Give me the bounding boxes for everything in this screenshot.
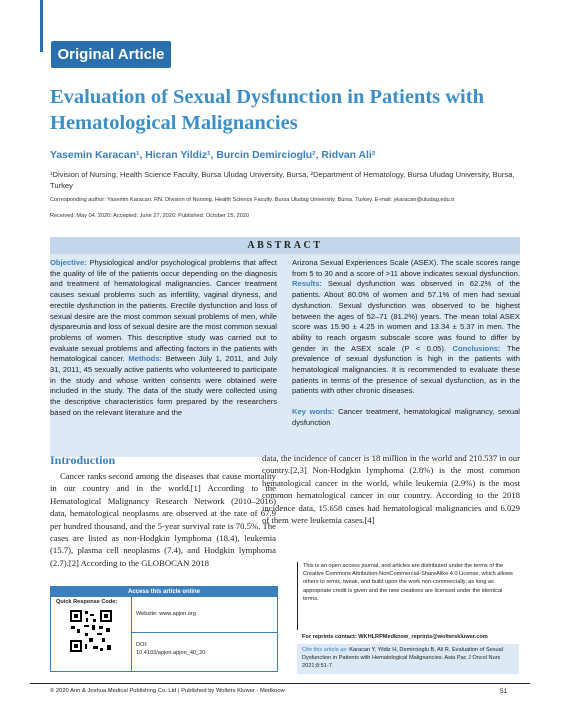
article-type-tag: Original Article [51, 41, 171, 68]
website-link[interactable]: Website: www.apjon.org [136, 611, 196, 617]
introduction-column-1: Cancer ranks second among the diseases that cause mortality in our country and in the world.[1] According to the Hematological Malignancy Research Network (2010–2016) data, hematological neoplasms are observed at the rate of 67.9 per hundred thousand, and the 5-year survival rate is 70.5%. The cases are listed as non-Hodgkin lymphoma (18.4), leukemia (15.7), plasma cell neoplasms (7.4), and Hodgkin lymphoma (2.7).[2] According to the GLOBOCAN 2018 [50, 471, 276, 568]
access-heading: Access this article online [51, 587, 277, 597]
article-title: Evaluation of Sexual Dysfunction in Patients with Hematological Malignancies [50, 86, 484, 134]
website-row [131, 597, 277, 633]
qr-code-icon[interactable] [69, 609, 113, 653]
objective-text: Physiological and/or psychological problems that affect the quality of life of the patients occur depending on the diagnosis and treatment of hematological malignancies. Cancer treatment causes sexual problems such as infertility, vaginal dryness, and erectile dysfunction in the patients. Erectile dysfunction and loss of sexual desire are the most common sexual problems of men, while dyspareunia and loss of sexual desire are the most common sexual problems of women. This descriptive study was carried out to evaluate sexual problems and affecting factors in the patients with hematological cancer. [50, 258, 277, 364]
affiliations: ¹Division of Nursing, Health Science Faculty, Bursa Uludag University, Bursa, ²Department of Hematology, Bursa Uludag University, Bursa, Turkey [50, 170, 515, 190]
citation-box [297, 644, 519, 674]
keywords-text: Cancer treatment, hematological malignancy, sexual dysfunction [292, 407, 520, 427]
open-access-notice: This is an open access journal, and articles are distributed under the terms of the Creative Commons Attribution-NonCommercial-ShareAlike 4.0 License, which allows others to remix, tweak, and build upon the work non-commercially, as long as appropriate credit is given and the new creations are licensed under the identical terms. [297, 562, 519, 630]
footer-copyright: © 2020 Ann & Joshua Medical Publishing Co. Ltd | Published by Wolters Kluwer - Medknow [50, 688, 285, 694]
methods-label: Methods: [128, 354, 163, 364]
doi-label: DOI: [136, 642, 148, 648]
doi-row [131, 633, 277, 671]
abstract-heading: ABSTRACT [50, 237, 520, 254]
author-list: Yasemin Karacan¹, Hicran Yildiz¹, Burcin Demircioglu², Ridvan Ali² [50, 150, 376, 161]
footer-divider [30, 683, 530, 684]
introduction-heading: Introduction [50, 453, 116, 467]
abstract-column-2 [292, 258, 520, 429]
conclusions-text: The prevalence of sexual dysfunction is high in the patients with hematological malignancies. It is recommended to evaluate these patients in terms of the presence of sexual dysfunction, as in the patients with other chronic diseases. [292, 343, 520, 396]
conclusions-label: Conclusions: [452, 343, 501, 353]
accent-rule [40, 0, 43, 52]
cite-label: Cite this article as: [302, 647, 348, 653]
objective-label: Objective: [50, 258, 87, 267]
keywords-label: Key words: [292, 407, 335, 417]
qr-label: Quick Response Code: [56, 599, 118, 605]
introduction-column-2: data, the incidence of cancer is 18 million in the world and 210.537 in our country.[2,3] Non-Hodgkin lymphoma (2.8%) is the most common hematological cancer in the world, while leukemia (2.9%) is the most common hematological cancer in our country. According to the 2018 incidence data, 15.658 cases had hematological malignancies and 6.029 of them were leukemia cases.[4] [262, 453, 520, 526]
results-label: Results: [292, 279, 322, 289]
page-number: 51 [500, 688, 508, 695]
access-box [50, 586, 278, 672]
qr-cell [51, 597, 132, 671]
corresponding-author: Corresponding author: Yasemin Karacan. RN. Division of Nursing. Health Science Faculty. Bursa Uludag University. Bursa. Turkey. E-mail: ykaracan@uludag.edu.tr [50, 197, 455, 203]
abstract-col2-text: Arizona Sexual Experiences Scale (ASEX). The scale scores range from 5 to 30 and a score of >11 above indicates sexual dysfunction. [292, 258, 520, 278]
abstract-column-1 [50, 258, 277, 419]
reprints-contact: For reprints contact: WKHLRPMedknow_reprints@wolterskluwer.com [302, 634, 488, 640]
cite-text: Karacan Y, Yildiz H, Demircioglu B, Ali R. Evaluation of Sexual Dysfunction in Patients with Hematological Malignancies. Asia Pac J Oncol Nurs 2021;8:51-7. [302, 647, 503, 669]
results-text: Sexual dysfunction was observed in 62.2% of the patients. About 80.0% of women and 57.1% of men had sexual dysfunction. Sexual dysfunction was observed to be highest between the ages of 52–71 (81.2%) years. The mean total ASEX score was 15.90 ± 4.25 in women and 13.34 ± 5.37 in men. The ability to reach orgasm subscale score was found to differ by gender in the ASEX scale (P < 0.05). [292, 279, 520, 353]
publication-dates: Received: May 04. 2020: Accepted: June 27. 2020: Published: October 15. 2020 [50, 213, 250, 219]
abstract-box [50, 237, 520, 457]
doi-value[interactable]: 10.4103/apjon.apjon_40_20 [136, 650, 206, 656]
methods-text: Between July 1, 2011, and July 31, 2011, 45 sexually active patients who volunteered to participate in the study and whose written consents were obtained were included in the study. The data of the study were collected using the descriptive characteristics form prepared by the researchers based on the relevant literature and the [50, 354, 277, 417]
keywords [292, 407, 520, 428]
